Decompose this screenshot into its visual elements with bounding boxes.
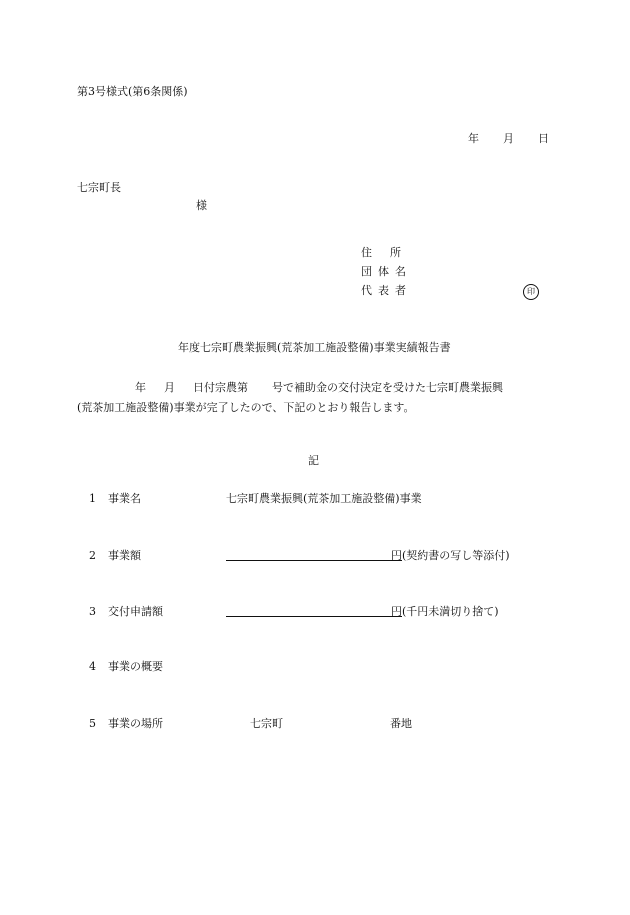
ki-heading: 記	[308, 454, 319, 467]
applicant-block	[361, 247, 406, 304]
item-project-location: 5 事業の場所 七宗町 番地	[89, 717, 412, 730]
addressee-title: 七宗町長	[77, 181, 121, 194]
applicant-group-label: 団 体 名	[361, 265, 406, 278]
date-year: 年	[468, 132, 479, 145]
date-day: 日	[538, 132, 549, 145]
body-month: 月	[164, 381, 175, 394]
grant-blank-line	[226, 605, 391, 617]
form-number: 第3号様式(第6条関係)	[77, 85, 188, 98]
body-date-ref: 日付宗農第	[193, 381, 248, 394]
item-project-summary: 4 事業の概要	[89, 660, 163, 673]
item-project-name: 1 事業名 七宗町農業振興(荒茶加工施設整備)事業	[89, 492, 422, 505]
applicant-rep-label: 代 表 者	[361, 284, 406, 297]
cost-blank-line	[226, 549, 391, 561]
seal-mark: 印	[523, 284, 539, 300]
addressee-honorific: 様	[196, 199, 207, 212]
applicant-address-label: 住 所	[361, 246, 401, 259]
item-project-cost: 2 事業額 円(契約書の写し等添付)	[89, 549, 510, 562]
body-paragraph	[77, 378, 557, 418]
item-grant-amount: 3 交付申請額 円(千円未満切り捨て)	[89, 605, 499, 618]
body-line2: (荒茶加工施設整備)事業が完了したので、下記のとおり報告します。	[77, 401, 415, 414]
document-title: 年度七宗町農業振興(荒茶加工施設整備)事業実績報告書	[178, 341, 451, 354]
date-month: 月	[503, 132, 514, 145]
body-year: 年	[135, 381, 146, 394]
body-line1-rest: 号で補助金の交付決定を受けた七宗町農業振興	[272, 381, 503, 394]
date-line	[468, 133, 549, 144]
